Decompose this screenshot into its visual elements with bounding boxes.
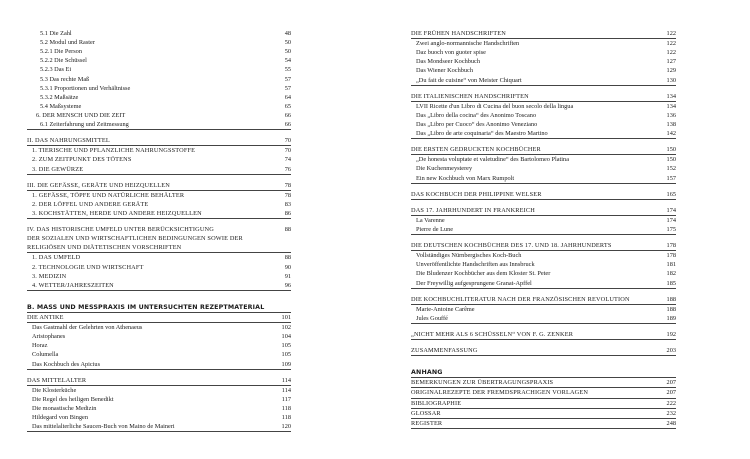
toc-entry-title: Daz buoch von guoter spise xyxy=(416,49,486,57)
toc-page-number: 222 xyxy=(666,399,676,407)
toc-page-number: 157 xyxy=(666,174,676,182)
toc-page-number: 150 xyxy=(666,156,676,164)
toc-entry-title: BEMERKUNGEN ZUR ÜBERTRAGUNGSPRAXIS xyxy=(411,379,554,387)
toc-page-number: 185 xyxy=(666,279,676,287)
toc-entry[interactable] xyxy=(27,47,291,56)
toc-page-number: 104 xyxy=(281,333,291,341)
toc-page-number: 127 xyxy=(666,58,676,66)
toc-page-number: 192 xyxy=(666,330,676,338)
toc-entry[interactable] xyxy=(27,272,291,281)
toc-left-column xyxy=(27,29,291,432)
toc-entry-title: III. DIE GEFÄSSE, GERÄTE UND HEIZQUELLEN xyxy=(27,181,170,189)
toc-entry[interactable] xyxy=(27,75,291,84)
toc-page-number: 178 xyxy=(666,242,676,250)
toc-page-number: 66 xyxy=(284,111,291,119)
toc-entry[interactable] xyxy=(411,155,676,164)
toc-page-number: 114 xyxy=(281,386,291,394)
toc-page-number: 105 xyxy=(281,351,291,359)
toc-page-number: 66 xyxy=(284,121,291,129)
toc-entry[interactable] xyxy=(411,295,676,305)
toc-entry-title: 6.1 Zeiterfahrung und Zeitmessung xyxy=(40,121,129,129)
toc-page-number: 54 xyxy=(284,57,291,65)
toc-page-number: 134 xyxy=(666,102,676,110)
toc-page-number: 174 xyxy=(666,206,676,214)
toc-entry-title: DIE FRÜHEN HANDSCHRIFTEN xyxy=(411,30,506,37)
toc-entry-title: 5.2.3 Das Ei xyxy=(40,66,72,74)
toc-page-number: 102 xyxy=(281,324,291,332)
toc-entry[interactable] xyxy=(27,253,291,262)
toc-entry[interactable] xyxy=(411,102,676,111)
toc-entry[interactable] xyxy=(411,206,676,216)
toc-page-number: 91 xyxy=(284,272,291,280)
toc-entry-title: B. MASS UND MESSPRAXIS IM UNTERSUCHTEN REZEPTMATERIAL xyxy=(27,303,265,311)
toc-entry-title: 2. TECHNOLOGIE UND WIRTSCHAFT xyxy=(32,263,144,271)
toc-entry-title: REGISTER xyxy=(411,419,443,427)
toc-entry[interactable] xyxy=(411,216,676,225)
toc-page-number: 232 xyxy=(666,409,676,417)
toc-entry-title: Aristophanes xyxy=(32,333,66,341)
toc-page-number: 182 xyxy=(666,270,676,278)
toc-entry-title: Hildegard von Bingen xyxy=(32,414,88,422)
toc-page-number: 175 xyxy=(666,225,676,233)
toc-page-number: 90 xyxy=(284,263,291,271)
toc-page-number: 83 xyxy=(284,200,291,208)
toc-entry-title: Horaz xyxy=(32,342,48,350)
toc-entry-title: 5.2.2 Die Schüssel xyxy=(40,57,87,65)
toc-entry-title: La Varenne xyxy=(416,216,445,224)
toc-page-number: 122 xyxy=(666,30,676,37)
toc-entry[interactable] xyxy=(411,92,676,102)
toc-page-number: 117 xyxy=(281,395,291,403)
toc-part-heading[interactable] xyxy=(27,303,291,313)
toc-page-number: 88 xyxy=(284,226,291,234)
toc-page-number: 86 xyxy=(284,209,291,217)
toc-page-number: 152 xyxy=(666,165,676,173)
toc-entry[interactable] xyxy=(411,129,676,139)
toc-entry-title: LVII Ricette d'un Libro di Cucina del buon secolo della lingua xyxy=(416,102,574,110)
toc-entry[interactable] xyxy=(27,93,291,102)
toc-page-number: 181 xyxy=(666,261,676,269)
toc-entry-title: „NICHT MEHR ALS 6 SCHÜSSELN“ VON F. G. ZENKER xyxy=(411,330,574,338)
toc-entry[interactable] xyxy=(411,388,676,398)
toc-page-number: 120 xyxy=(281,423,291,431)
toc-entry-title: Vollständiges Nürnbergisches Koch-Buch xyxy=(416,252,522,260)
toc-entry-title: 5.3.2 Maßsätze xyxy=(40,93,79,101)
toc-page-number: 207 xyxy=(666,379,676,387)
toc-page-number: 78 xyxy=(284,191,291,199)
toc-entry[interactable] xyxy=(27,200,291,209)
toc-entry-title: 1. DAS UMFELD xyxy=(32,254,81,262)
toc-entry[interactable] xyxy=(411,419,676,429)
toc-entry[interactable] xyxy=(27,422,291,432)
toc-page-number: 130 xyxy=(666,76,676,84)
toc-entry[interactable] xyxy=(411,174,676,184)
toc-entry-title: Das „Libro de arte coquinaria“ des Maestro Martino xyxy=(416,130,548,138)
toc-entry[interactable] xyxy=(27,38,291,47)
toc-entry[interactable] xyxy=(27,56,291,65)
toc-page-number: 189 xyxy=(666,314,676,322)
toc-entry[interactable] xyxy=(411,164,676,173)
toc-entry-title: Die Kuchenmeysterey xyxy=(416,165,473,173)
toc-entry[interactable] xyxy=(411,279,676,289)
toc-page-number: 88 xyxy=(284,254,291,262)
toc-entry[interactable] xyxy=(27,341,291,350)
toc-entry[interactable] xyxy=(27,243,291,253)
toc-entry-title: Das Kochbuch des Apicius xyxy=(32,360,101,368)
toc-entry-title: Zwei anglo-normannische Handschriften xyxy=(416,40,520,48)
toc-page-number: 55 xyxy=(284,66,291,74)
toc-entry-title: ANHANG xyxy=(411,369,443,377)
toc-entry[interactable] xyxy=(27,191,291,200)
toc-page-number: 118 xyxy=(281,404,291,412)
toc-page-number: 207 xyxy=(666,389,676,397)
toc-page-number: 70 xyxy=(284,137,291,145)
toc-entry[interactable] xyxy=(27,332,291,341)
toc-entry-title: Das Mondseer Kochbuch xyxy=(416,58,481,66)
toc-entry[interactable] xyxy=(411,76,676,86)
toc-entry[interactable] xyxy=(411,111,676,120)
toc-entry-title: DIE ANTIKE xyxy=(27,313,64,321)
toc-entry-title: 4. WETTER/JAHRESZEITEN xyxy=(32,281,114,289)
toc-entry[interactable] xyxy=(27,263,291,272)
toc-entry[interactable] xyxy=(27,155,291,164)
toc-entry-title: 1. TIERISCHE UND PFLANZLICHE NAHRUNGSSTOFFE xyxy=(32,147,196,155)
toc-entry[interactable] xyxy=(27,360,291,370)
toc-page-number: 174 xyxy=(666,216,676,224)
toc-entry[interactable] xyxy=(411,57,676,66)
toc-page-number: 50 xyxy=(284,48,291,56)
toc-page-number: 134 xyxy=(666,92,676,100)
toc-page-number: 50 xyxy=(284,39,291,47)
toc-entry[interactable] xyxy=(27,84,291,93)
toc-entry-title: Die Bludenzer Kochbücher aus dem Kloster St. Peter xyxy=(416,270,551,278)
toc-entry[interactable] xyxy=(411,241,676,251)
toc-page-number: 70 xyxy=(284,147,291,155)
toc-entry[interactable] xyxy=(27,313,291,323)
toc-entry[interactable] xyxy=(411,66,676,75)
toc-entry-title: ZUSAMMENFASSUNG xyxy=(411,347,478,355)
toc-page-number: 178 xyxy=(666,252,676,260)
toc-page-number: 122 xyxy=(666,49,676,57)
toc-page-number: 122 xyxy=(666,40,676,48)
toc-entry[interactable] xyxy=(27,111,291,120)
toc-page-number: 203 xyxy=(666,347,676,355)
toc-entry[interactable] xyxy=(27,136,291,146)
toc-entry[interactable] xyxy=(411,269,676,278)
toc-entry-title: RELIGIÖSEN UND DIÄTETISCHEN VORSCHRIFTEN xyxy=(27,244,182,252)
toc-entry-title: 5.3.1 Proportionen und Verhältnisse xyxy=(40,84,131,92)
toc-entry-title: II. DAS NAHRUNGSMITTEL xyxy=(27,137,110,145)
toc-entry[interactable] xyxy=(411,399,676,409)
toc-page-number: 74 xyxy=(284,156,291,164)
toc-entry-title: Die Regel des heiligen Benedikt xyxy=(32,395,114,403)
toc-entry[interactable] xyxy=(27,395,291,404)
toc-page-number: 57 xyxy=(284,84,291,92)
toc-entry[interactable] xyxy=(27,323,291,332)
toc-entry-title: IV. DAS HISTORISCHE UMFELD UNTER BERÜCKSICHTIGUNG xyxy=(27,226,214,234)
toc-entry-title: DAS MITTELALTER xyxy=(27,376,87,384)
toc-entry[interactable] xyxy=(27,181,291,191)
toc-entry[interactable] xyxy=(27,102,291,111)
toc-entry-title: BIBLIOGRAPHIE xyxy=(411,399,462,407)
toc-entry[interactable] xyxy=(411,29,676,39)
toc-right-column xyxy=(411,29,676,429)
toc-page-number: 105 xyxy=(281,342,291,350)
toc-page-number: 48 xyxy=(284,30,291,37)
toc-entry-title: Das Gastmahl der Gelehrten von Athenaeus xyxy=(32,324,143,332)
toc-page-number: 142 xyxy=(666,130,676,138)
toc-entry[interactable] xyxy=(27,209,291,219)
toc-entry-title: Ein new Kochbuch von Marx Rumpolt xyxy=(416,174,515,182)
toc-entry-title: DER SOZIALEN UND WIRTSCHAFTLICHEN BEDINGUNGEN SOWIE DER xyxy=(27,235,243,243)
toc-entry-title: „De honesta voluptate et valetudine“ des Bartolomeo Platina xyxy=(416,156,570,164)
toc-entry-title: 2. ZUM ZEITPUNKT DES TÖTENS xyxy=(32,156,132,164)
toc-page-number: 114 xyxy=(281,376,291,384)
toc-page-number: 109 xyxy=(281,360,291,368)
toc-entry[interactable] xyxy=(411,260,676,269)
toc-entry[interactable] xyxy=(27,29,291,38)
toc-entry-title: 3. DIE GEWÜRZE xyxy=(32,165,84,173)
toc-entry[interactable] xyxy=(411,48,676,57)
toc-part-heading[interactable] xyxy=(411,368,676,378)
toc-entry-title: 6. DER MENSCH UND DIE ZEIT xyxy=(36,111,126,119)
toc-entry-title: Das „Libro della cocina“ des Anonimo Toscano xyxy=(416,111,537,119)
toc-page-number: 96 xyxy=(284,281,291,289)
toc-entry-title: Das mittelalterliche Saucen-Buch von Maino de Maineri xyxy=(32,423,175,431)
toc-entry[interactable] xyxy=(411,225,676,235)
toc-entry-title: GLOSSAR xyxy=(411,409,441,417)
toc-page-number: 129 xyxy=(666,67,676,75)
toc-page-number: 150 xyxy=(666,146,676,154)
toc-entry[interactable] xyxy=(27,281,291,291)
toc-entry-title: Die Klosterküche xyxy=(32,386,77,394)
toc-page-number: 76 xyxy=(284,165,291,173)
toc-entry[interactable] xyxy=(27,404,291,413)
toc-page-number: 188 xyxy=(666,295,676,303)
toc-entry[interactable] xyxy=(27,376,291,386)
toc-entry-title: Marie-Antoine Carême xyxy=(416,305,475,313)
toc-page-number: 118 xyxy=(281,414,291,422)
toc-page-number: 248 xyxy=(666,419,676,427)
toc-entry-title: DIE ERSTEN GEDRUCKTEN KOCHBÜCHER xyxy=(411,146,541,154)
toc-entry[interactable] xyxy=(411,145,676,155)
toc-entry[interactable] xyxy=(411,330,676,340)
toc-entry-title: Unveröffentlichte Handschriften aus Innsbruck xyxy=(416,261,535,269)
toc-entry[interactable] xyxy=(411,251,676,260)
toc-entry-title: Der Freywillig aufgesprungene Granat-Apffel xyxy=(416,279,532,287)
toc-entry[interactable] xyxy=(411,305,676,314)
toc-page-number: 101 xyxy=(281,313,291,321)
toc-entry[interactable] xyxy=(27,234,291,243)
toc-entry-title: 5.1 Die Zahl xyxy=(40,30,72,37)
toc-entry[interactable] xyxy=(27,386,291,395)
toc-entry[interactable] xyxy=(27,120,291,130)
toc-entry-title: 5.2.1 Die Person xyxy=(40,48,82,56)
toc-entry-title: Das „Libro per Cuoco“ des Anonimo Veneziano xyxy=(416,120,538,128)
toc-entry[interactable] xyxy=(411,314,676,324)
toc-page-number: 138 xyxy=(666,120,676,128)
toc-entry[interactable] xyxy=(27,146,291,155)
toc-entry-title: Die monastische Medizin xyxy=(32,404,97,412)
toc-entry-title: 3. MEDIZIN xyxy=(32,272,67,280)
toc-entry[interactable] xyxy=(27,65,291,74)
toc-entry[interactable] xyxy=(411,39,676,48)
toc-page-number: 188 xyxy=(666,305,676,313)
toc-entry[interactable] xyxy=(411,190,676,200)
toc-entry-title: Pierre de Lune xyxy=(416,225,454,233)
toc-page-number: 165 xyxy=(666,190,676,198)
toc-entry-title: Das Wiener Kochbuch xyxy=(416,67,473,75)
toc-page-number: 65 xyxy=(284,102,291,110)
toc-entry-title: DIE ITALIENISCHEN HANDSCHRIFTEN xyxy=(411,92,529,100)
toc-entry-title: ORIGINALREZEPTE DER FREMDSPRACHIGEN VORLAGEN xyxy=(411,389,589,397)
toc-entry-title: 5.3 Das rechte Maß xyxy=(40,75,90,83)
toc-entry[interactable] xyxy=(27,225,291,234)
toc-entry-title: 3. KOCHSTÄTTEN, HERDE UND ANDERE HEIZQUELLEN xyxy=(32,209,202,217)
toc-entry[interactable] xyxy=(411,346,676,356)
toc-entry[interactable] xyxy=(411,120,676,129)
toc-page-number: 57 xyxy=(284,75,291,83)
toc-page-number: 136 xyxy=(666,111,676,119)
toc-entry[interactable] xyxy=(27,413,291,422)
toc-entry-title: DIE DEUTSCHEN KOCHBÜCHER DES 17. UND 18. JAHRHUNDERTS xyxy=(411,242,612,250)
toc-entry[interactable] xyxy=(411,409,676,419)
toc-entry-title: 5.2 Modul und Raster xyxy=(40,39,95,47)
toc-entry[interactable] xyxy=(27,350,291,359)
toc-entry-title: DAS 17. JAHRHUNDERT IN FRANKREICH xyxy=(411,206,535,214)
toc-entry-title: 5.4 Maßsysteme xyxy=(40,102,82,110)
toc-entry-title: 2. DER LÖFFEL UND ANDERE GERÄTE xyxy=(32,200,149,208)
toc-entry-title: „Du fait de cuisine“ von Meister Chiquart xyxy=(416,76,522,84)
toc-entry-title: Jules Gouffé xyxy=(416,314,448,322)
toc-entry[interactable] xyxy=(411,378,676,388)
toc-entry-title: DAS KOCHBUCH DER PHILIPPINE WELSER xyxy=(411,190,542,198)
toc-entry-title: Columella xyxy=(32,351,59,359)
toc-entry[interactable] xyxy=(27,165,291,175)
toc-page-number: 78 xyxy=(284,181,291,189)
toc-page-number: 64 xyxy=(284,93,291,101)
toc-entry-title: 1. GEFÄSSE, TÖPFE UND NATÜRLICHE BEHÄLTER xyxy=(32,191,185,199)
toc-entry-title: DIE KOCHBUCHLITERATUR NACH DER FRANZÖSISCHEN REVOLUTION xyxy=(411,295,630,303)
